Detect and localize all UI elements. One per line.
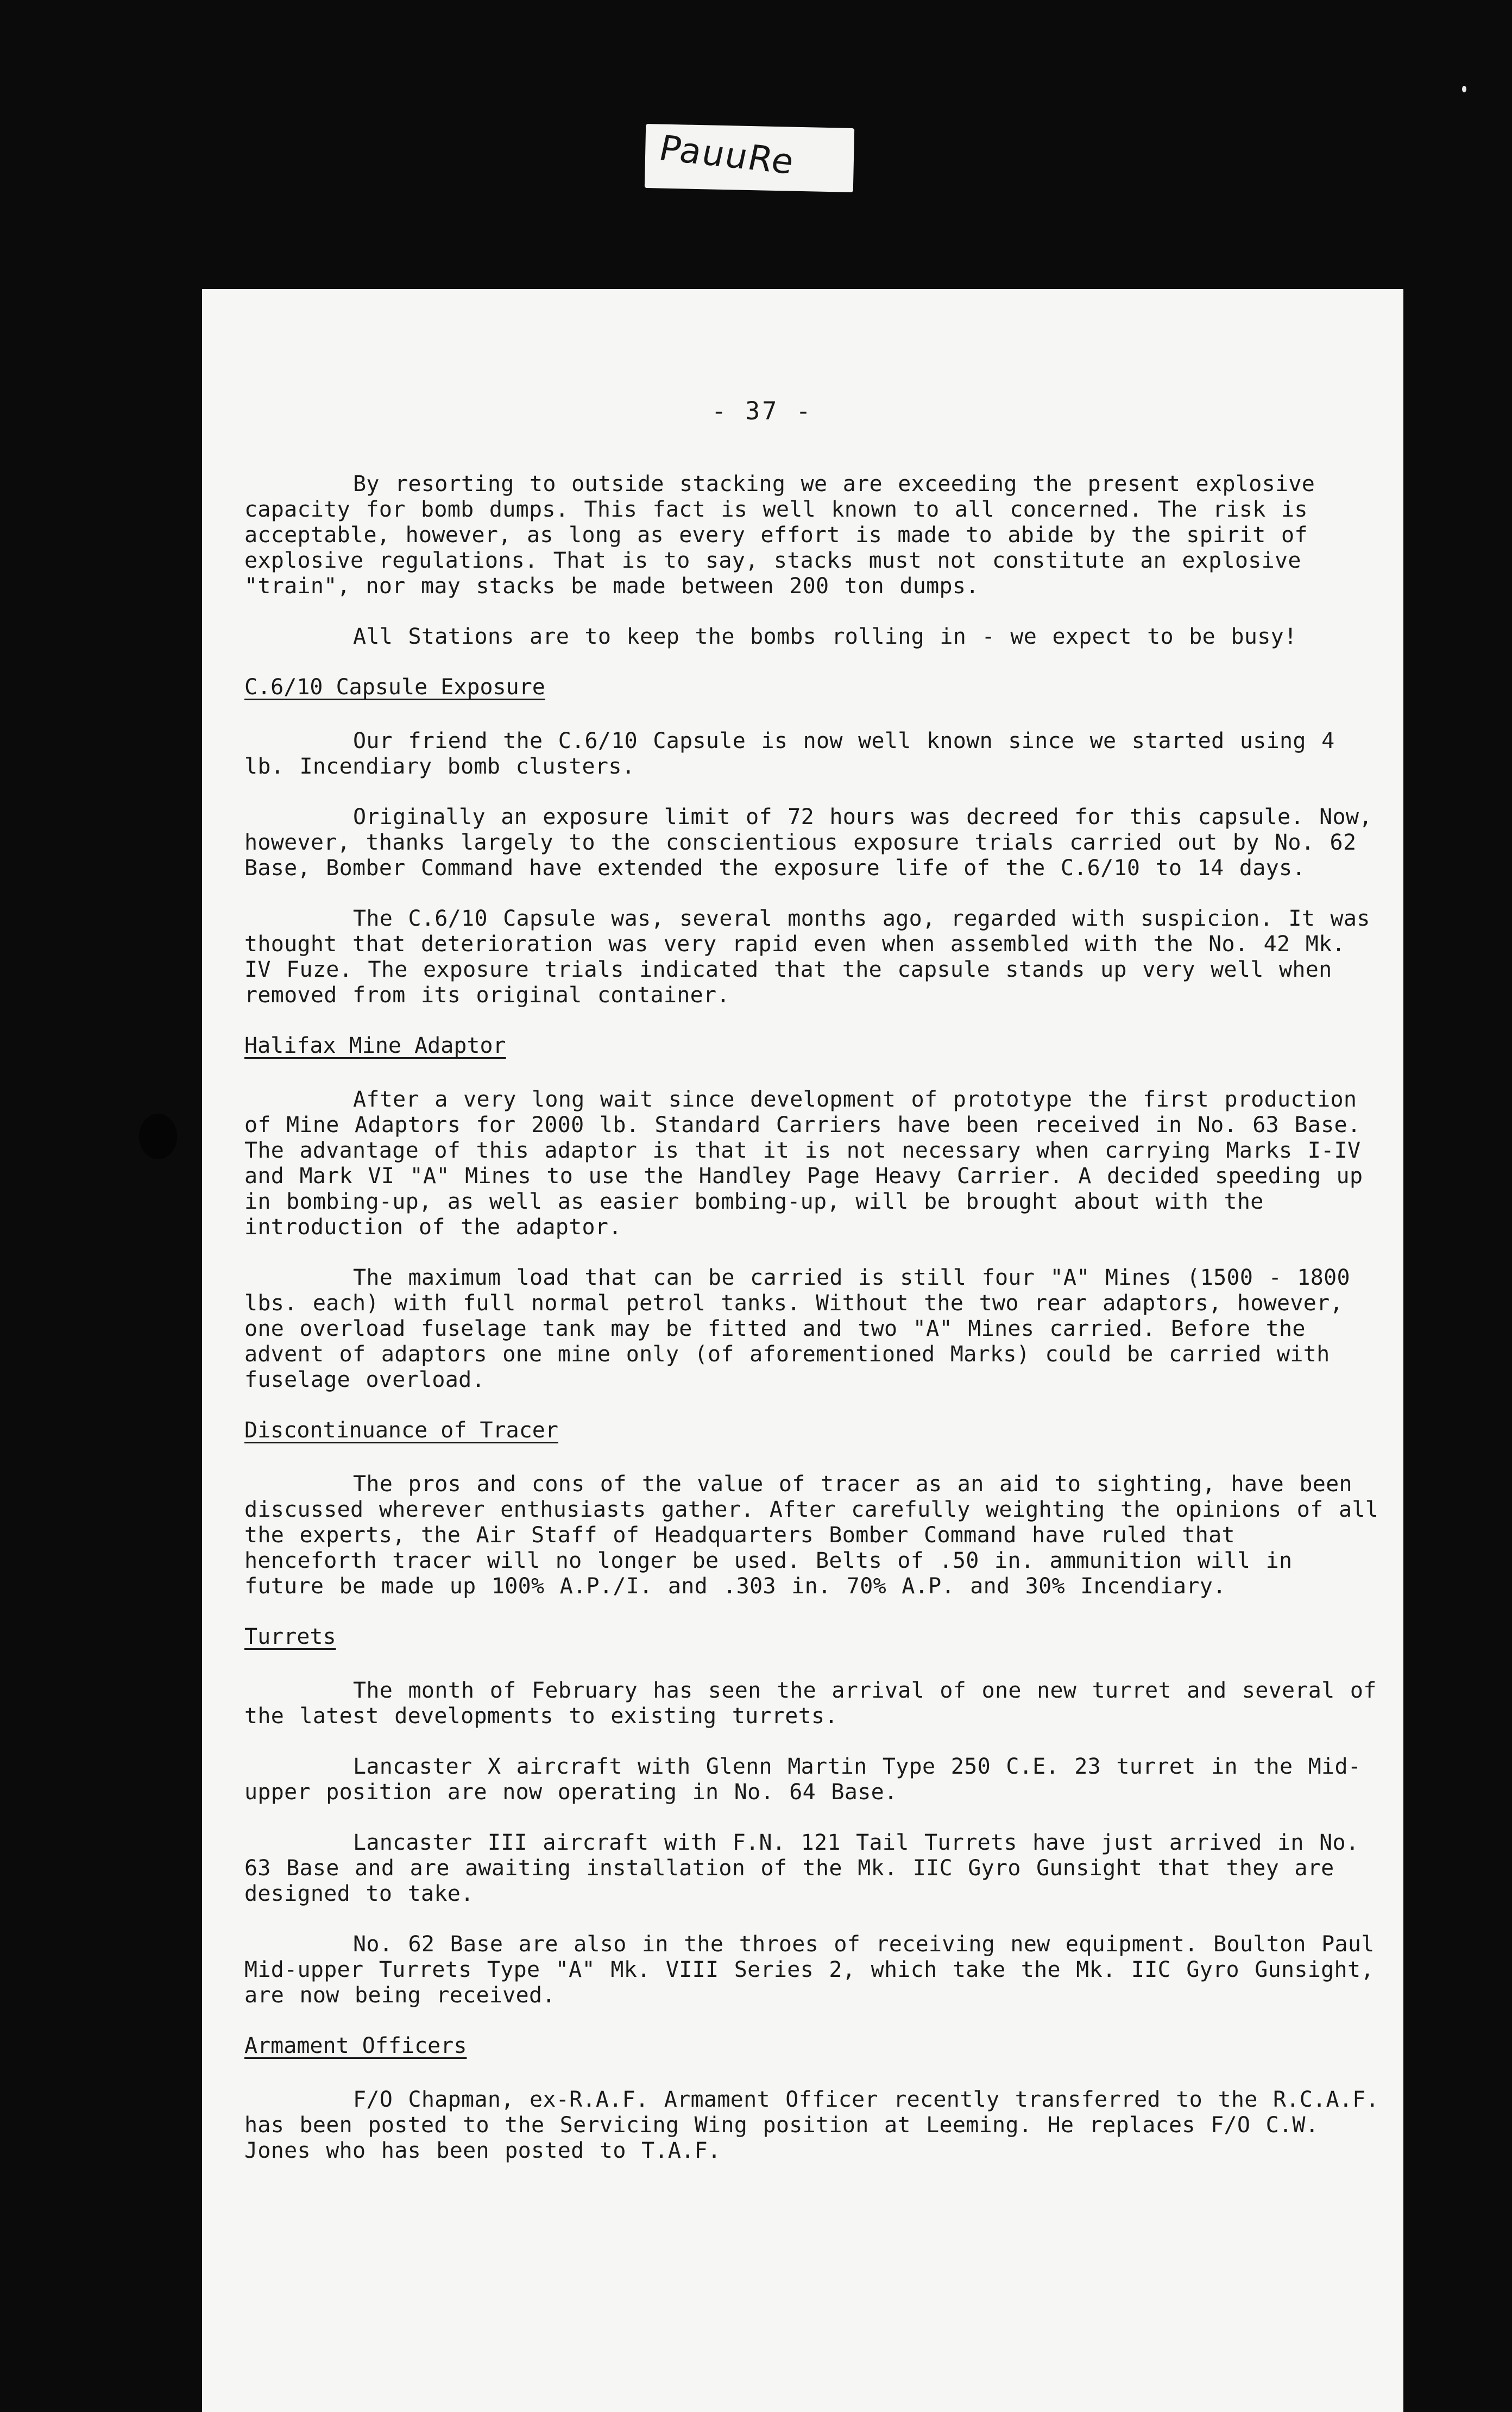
section-paragraph: Lancaster III aircraft with F.N. 121 Tail Turrets have just arrived in No. 63 Base and are awaiting installation of the Mk. IIC Gyro Gunsight that they are designed to take. [244,1830,1359,1906]
section-armament-officers [244,2033,1379,2164]
intro-paragraph-1: By resorting to outside stacking we are exceeding the present explosive capacity for bomb dumps. This fact is well known to all concerned. The risk is acceptable, however, as long as every effort is made to abide by the spirit of explosive regulations. That is to say, stacks must not constitute an explosive "train", nor may stacks be made between 200 ton dumps. [244,472,1315,599]
section-paragraph: The maximum load that can be carried is still four "A" Mines (1500 - 1800 lbs. each) with full normal petrol tanks. Without the two rear adaptors, however, one overload fuselage tank may be fitted and two "A" Mines carried. Before the advent of adaptors one mine only (of aforementioned Marks) could be carried with fuselage overload. [244,1265,1350,1392]
section-paragraph: Our friend the C.6/10 Capsule is now well known since we started using 4 lb. Incendiary bomb clusters. [244,728,1335,779]
section-heading: Halifax Mine Adaptor [244,1033,506,1058]
section-heading: C.6/10 Capsule Exposure [244,675,545,700]
section-paragraph: F/O Chapman, ex-R.A.F. Armament Officer recently transferred to the R.C.A.F. has been posted to the Servicing Wing position at Leeming. He replaces F/O C.W. Jones who has been posted to T.A.F. [244,2087,1379,2163]
handwritten-label: PauuRe [655,128,799,183]
section-paragraph: No. 62 Base are also in the throes of receiving new equipment. Boulton Paul Mid-upper Turrets Type "A" Mk. VIII Series 2, which take the Mk. IIC Gyro Gunsight, are now being received. [244,1932,1375,2008]
section-paragraph: The C.6/10 Capsule was, several months ago, regarded with suspicion. It was thought that deterioration was very rapid even when assembled with the No. 42 Mk. IV Fuze. The exposure trials indicated that the capsule stands up very well when removed from its original container. [244,906,1370,1008]
section-heading: Turrets [244,1624,336,1649]
handwritten-label-card [645,124,854,192]
section-paragraph: The pros and cons of the value of tracer as an aid to sighting, have been discussed wherever enthusiasts gather. After carefully weighting the opinions of all the experts, the Air Staff of Headquarters Bomber Command have ruled that henceforth tracer will no longer be used. Belts of .50 in. ammunition will in future be made up 100% A.P./I. and .303 in. 70% A.P. and 30% Incendiary. [244,1472,1379,1599]
section-turrets [244,1624,1379,2008]
section-paragraph: Lancaster X aircraft with Glenn Martin Type 250 C.E. 23 turret in the Mid-upper position are now operating in No. 64 Base. [244,1754,1362,1805]
intro-paragraph-2: All Stations are to keep the bombs rolling in - we expect to be busy! [353,624,1297,649]
film-speck [1462,86,1466,92]
section-mine-adaptor [244,1033,1379,1393]
section-tracer [244,1418,1379,1599]
section-heading: Armament Officers [244,2033,467,2058]
page-number: - 37 - [711,397,813,425]
section-paragraph: Originally an exposure limit of 72 hours was decreed for this capsule. Now, however, thanks largely to the conscientious exposure trials carried out by No. 62 Base, Bomber Command have extended the exposure life of the C.6/10 to 14 days. [244,805,1372,881]
section-paragraph: The month of February has seen the arrival of one new turret and several of the latest developments to existing turrets. [244,1678,1377,1729]
punch-hole [139,1114,177,1159]
section-capsule-exposure [244,675,1379,1008]
document-page [202,289,1403,2412]
section-paragraph: After a very long wait since development of prototype the first production of Mine Adaptors for 2000 lb. Standard Carriers have been received in No. 63 Base. The advantage of this adaptor is that it is not necessary when carrying Marks I-IV and Mark VI "A" Mines to use the Handley Page Heavy Carrier. A decided speeding up in bombing-up, as well as easier bombing-up, will be brought about with the introduction of the adaptor. [244,1087,1363,1240]
section-heading: Discontinuance of Tracer [244,1418,558,1443]
page-content [244,472,1379,2189]
